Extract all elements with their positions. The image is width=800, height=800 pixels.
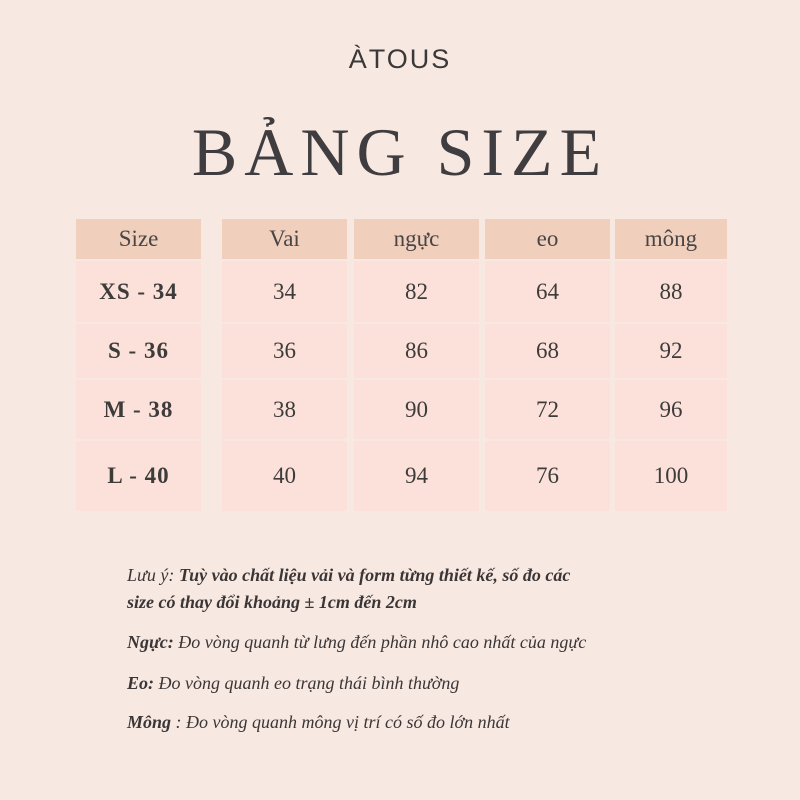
- column-nguc: [354, 219, 479, 488]
- note-eo-text: Đo vòng quanh eo trạng thái bình thường: [158, 673, 460, 693]
- header-vai: Vai: [222, 219, 347, 259]
- page-title: BẢNG SIZE: [191, 114, 609, 190]
- note-luu-y-text: Tuỳ vào chất liệu vải và form từng thiết kế, số đo các: [178, 565, 571, 585]
- cell-eo: 72: [485, 380, 610, 439]
- note-nguc: [127, 632, 586, 653]
- cell-size: M - 38: [76, 380, 201, 439]
- column-size: [76, 219, 201, 488]
- header-mong: mông: [615, 219, 727, 259]
- cell-size: L - 40: [76, 441, 201, 511]
- cell-size: S - 36: [76, 324, 201, 378]
- cell-mong: 100: [615, 441, 727, 511]
- cell-mong: 92: [615, 324, 727, 378]
- column-eo: [485, 219, 610, 488]
- note-nguc-text: Đo vòng quanh từ lưng đến phần nhô cao nhất của ngực: [178, 632, 587, 652]
- note-luu-y: [127, 565, 570, 586]
- cell-nguc: 86: [354, 324, 479, 378]
- note-mong: [127, 712, 510, 733]
- header-size: Size: [76, 219, 201, 259]
- cell-mong: 96: [615, 380, 727, 439]
- brand-logo: ÀTOUS: [348, 44, 452, 74]
- cell-eo: 68: [485, 324, 610, 378]
- column-mong: [615, 219, 727, 488]
- header-eo: eo: [485, 219, 610, 259]
- note-luu-y-continued: [127, 592, 417, 613]
- cell-nguc: 94: [354, 441, 479, 511]
- size-table: [76, 219, 727, 511]
- note-mong-text: : Đo vòng quanh mông vị trí có số đo lớn nhất: [175, 712, 510, 732]
- cell-vai: 36: [222, 324, 347, 378]
- header-nguc: ngực: [354, 219, 479, 259]
- cell-eo: 64: [485, 261, 610, 322]
- note-luu-y-label: Lưu ý:: [127, 565, 175, 585]
- note-eo: [127, 673, 459, 694]
- cell-vai: 40: [222, 441, 347, 511]
- note-eo-label: Eo:: [127, 673, 154, 693]
- cell-size: XS - 34: [76, 261, 201, 322]
- note-mong-label: Mông: [127, 712, 172, 732]
- cell-vai: 38: [222, 380, 347, 439]
- cell-mong: 88: [615, 261, 727, 322]
- cell-nguc: 90: [354, 380, 479, 439]
- note-nguc-label: Ngực:: [127, 632, 174, 652]
- cell-nguc: 82: [354, 261, 479, 322]
- column-vai: [222, 219, 347, 488]
- note-luu-y-text-2: size có thay đổi khoảng ± 1cm đến 2cm: [127, 592, 417, 612]
- cell-eo: 76: [485, 441, 610, 511]
- cell-vai: 34: [222, 261, 347, 322]
